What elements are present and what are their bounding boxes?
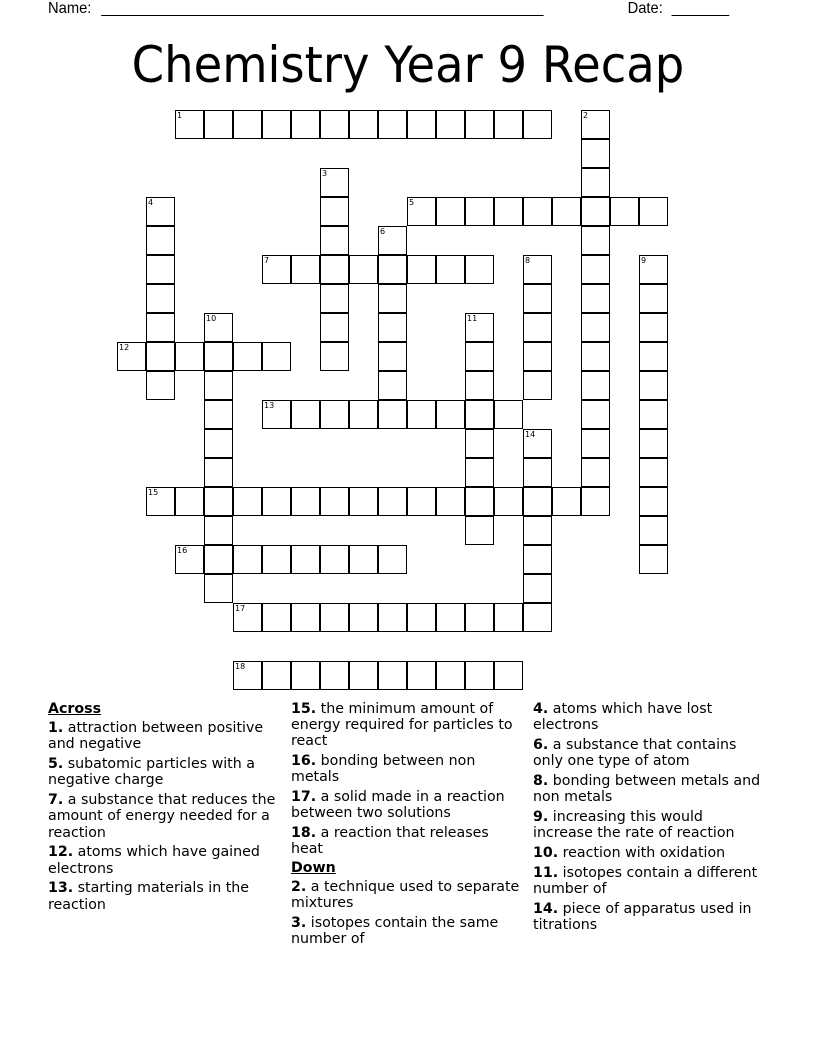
crossword-cell[interactable] [523,197,552,226]
crossword-cell[interactable] [639,545,668,574]
crossword-cell[interactable] [204,371,233,400]
crossword-cell[interactable] [436,603,465,632]
clue-across-12 [48,844,280,876]
crossword-cell[interactable] [233,110,262,139]
across-heading: Across [48,701,102,717]
crossword-cell[interactable] [146,197,175,226]
crossword-cell[interactable] [204,110,233,139]
crossword-cell[interactable] [581,197,610,226]
clues-column-3 [533,701,765,937]
clue-number: 4. [533,701,549,717]
cell-number: 9 [641,256,647,265]
crossword-cell[interactable] [204,516,233,545]
crossword-cell[interactable] [204,574,233,603]
clue-down-2 [291,879,523,911]
crossword-cell[interactable] [639,255,668,284]
crossword-cell[interactable] [349,545,378,574]
clue-number: 9. [533,809,549,825]
crossword-cell[interactable] [146,342,175,371]
crossword-cell[interactable] [233,487,262,516]
clue-number: 3. [291,914,307,931]
clue-down-4 [533,701,765,733]
crossword-cell[interactable] [233,661,262,690]
crossword-cell[interactable] [146,487,175,516]
crossword-cell[interactable] [523,313,552,342]
clue-text: atoms which have lost electrons [533,701,713,734]
crossword-cell[interactable] [581,371,610,400]
crossword-cell[interactable] [465,487,494,516]
crossword-cell[interactable] [175,110,204,139]
date-field[interactable]: _______ [671,0,730,17]
cell-number: 4 [148,198,154,207]
crossword-cell[interactable] [262,545,291,574]
clue-text: piece of apparatus used in titrations [533,900,752,933]
cell-number: 17 [235,604,246,613]
crossword-cell[interactable] [378,313,407,342]
clue-number: 13. [48,880,74,897]
clue-down-14 [533,901,765,933]
crossword-cell[interactable] [262,342,291,371]
clue-number: 17. [291,789,317,806]
clue-number: 7. [48,792,64,809]
clue-text: increasing this would increase the rate of reaction [533,809,735,842]
cell-number: 1 [177,111,183,120]
cell-number: 15 [148,488,159,497]
crossword-cell[interactable] [581,400,610,429]
crossword-cell[interactable] [465,313,494,342]
clue-text: the minimum amount of energy required for particles to react [291,701,513,750]
cell-number: 14 [525,430,536,439]
crossword-cell[interactable] [146,284,175,313]
crossword-cell[interactable] [204,545,233,574]
crossword-cell[interactable] [639,487,668,516]
crossword-cell[interactable] [233,603,262,632]
crossword-cell[interactable] [320,110,349,139]
crossword-cell[interactable] [204,342,233,371]
clue-number: 11. [533,864,559,881]
clue-down-9 [533,809,765,841]
crossword-cell[interactable] [581,458,610,487]
crossword-cell[interactable] [320,197,349,226]
crossword-cell[interactable] [465,429,494,458]
crossword-cell[interactable] [552,197,581,226]
crossword-cell[interactable] [378,110,407,139]
crossword-cell[interactable] [465,255,494,284]
crossword-cell[interactable] [523,371,552,400]
crossword-cell[interactable] [523,458,552,487]
crossword-cell[interactable] [407,487,436,516]
crossword-cell[interactable] [581,429,610,458]
crossword-cell[interactable] [320,487,349,516]
crossword-cell[interactable] [291,255,320,284]
cell-number: 2 [583,111,589,120]
crossword-cell[interactable] [523,429,552,458]
crossword-cell[interactable] [320,545,349,574]
down-heading: Down [291,859,336,876]
crossword-cell[interactable] [378,284,407,313]
clue-text: bonding between non metals [291,753,476,786]
crossword-cell[interactable] [494,603,523,632]
clue-number: 18. [291,825,317,842]
crossword-cell[interactable] [320,255,349,284]
clue-text: reaction with oxidation [562,845,726,861]
clue-down-3 [291,915,523,947]
cell-number: 18 [235,662,246,671]
crossword-cell[interactable] [581,284,610,313]
name-field[interactable]: ______________________________________________________ [101,0,544,17]
page-title: Chemistry Year 9 Recap [131,36,685,94]
crossword-cell[interactable] [465,458,494,487]
crossword-cell[interactable] [378,255,407,284]
clue-number: 8. [533,773,549,789]
clue-text: isotopes contain a different number of [533,864,758,897]
crossword-cell[interactable] [639,516,668,545]
crossword-cell[interactable] [175,545,204,574]
crossword-cell[interactable] [262,487,291,516]
crossword-cell[interactable] [639,371,668,400]
cell-number: 3 [322,169,328,178]
crossword-cell[interactable] [262,603,291,632]
crossword-cell[interactable] [610,197,639,226]
crossword-cell[interactable] [465,603,494,632]
cell-number: 5 [409,198,415,207]
clue-number: 15. [291,701,317,717]
cell-number: 12 [119,343,130,352]
clue-across-5 [48,756,280,788]
crossword-cell[interactable] [204,429,233,458]
cell-number: 11 [467,314,478,323]
crossword-cell[interactable] [581,313,610,342]
crossword-cell[interactable] [262,400,291,429]
crossword-cell[interactable] [378,487,407,516]
crossword-cell[interactable] [465,516,494,545]
crossword-cell[interactable] [320,226,349,255]
crossword-cell[interactable] [639,342,668,371]
crossword-cell[interactable] [523,516,552,545]
crossword-cell[interactable] [175,342,204,371]
crossword-cell[interactable] [639,458,668,487]
clue-across-18 [291,825,523,857]
crossword-cell[interactable] [291,487,320,516]
crossword-cell[interactable] [552,487,581,516]
crossword-cell[interactable] [639,313,668,342]
crossword-cell[interactable] [494,661,523,690]
crossword-cell[interactable] [494,197,523,226]
crossword-cell[interactable] [639,197,668,226]
crossword-cell[interactable] [581,255,610,284]
crossword-cell[interactable] [523,342,552,371]
crossword-cell[interactable] [146,371,175,400]
clue-text: starting materials in the reaction [48,880,249,913]
clue-down-6 [533,737,765,769]
crossword-cell[interactable] [581,168,610,197]
clue-down-10 [533,845,765,861]
crossword-cell[interactable] [639,400,668,429]
crossword-cell[interactable] [175,487,204,516]
crossword-cell[interactable] [523,110,552,139]
crossword-cell[interactable] [494,400,523,429]
crossword-cell[interactable] [581,110,610,139]
crossword-cell[interactable] [407,400,436,429]
crossword-cell[interactable] [494,110,523,139]
crossword-cell[interactable] [378,545,407,574]
crossword-cell[interactable] [291,603,320,632]
clue-text: a solid made in a reaction between two solutions [291,789,505,822]
crossword-cell[interactable] [581,226,610,255]
crossword-cell[interactable] [523,284,552,313]
crossword-cell[interactable] [407,661,436,690]
crossword-cell[interactable] [407,197,436,226]
crossword-cell[interactable] [320,342,349,371]
crossword-cell[interactable] [436,661,465,690]
crossword-cell[interactable] [291,400,320,429]
crossword-cell[interactable] [407,255,436,284]
crossword-cell[interactable] [639,284,668,313]
clue-across-17 [291,789,523,821]
crossword-cell[interactable] [233,545,262,574]
crossword-cell[interactable] [523,603,552,632]
clue-down-11 [533,865,765,897]
crossword-cell[interactable] [349,400,378,429]
crossword-cell[interactable] [378,226,407,255]
crossword-cell[interactable] [349,603,378,632]
crossword-cell[interactable] [320,168,349,197]
crossword-cell[interactable] [436,400,465,429]
crossword-cell[interactable] [320,661,349,690]
clue-across-7 [48,792,280,841]
clue-across-1 [48,720,280,752]
crossword-cell[interactable] [378,661,407,690]
crossword-cell[interactable] [523,487,552,516]
clue-text: isotopes contain the same number of [291,914,499,948]
clue-number: 6. [533,737,549,753]
clue-text: bonding between metals and non metals [533,773,761,806]
crossword-cell[interactable] [320,603,349,632]
name-label: Name: [48,0,92,17]
crossword-cell[interactable] [378,371,407,400]
clue-text: a substance that reduces the amount of energy needed for a reaction [48,792,276,841]
clue-number: 1. [48,720,64,737]
cell-number: 13 [264,401,275,410]
crossword-cell[interactable] [465,400,494,429]
crossword-cell[interactable] [349,661,378,690]
crossword-cell[interactable] [581,487,610,516]
crossword-cell[interactable] [465,661,494,690]
crossword-cell[interactable] [523,255,552,284]
crossword-cell[interactable] [349,487,378,516]
crossword-cell[interactable] [233,342,262,371]
clue-number: 16. [291,753,317,770]
crossword-cell[interactable] [146,255,175,284]
crossword-cell[interactable] [436,487,465,516]
crossword-cell[interactable] [378,342,407,371]
crossword-cell[interactable] [146,226,175,255]
crossword-cell[interactable] [262,110,291,139]
crossword-cell[interactable] [407,110,436,139]
clue-across-13 [48,880,280,912]
clue-text: subatomic particles with a negative charge [48,756,255,789]
crossword-cell[interactable] [436,110,465,139]
crossword-cell[interactable] [204,400,233,429]
crossword-cell[interactable] [204,313,233,342]
crossword-cell[interactable] [581,139,610,168]
clues-column-1 [48,701,280,916]
crossword-cell[interactable] [436,255,465,284]
crossword-cell[interactable] [523,545,552,574]
crossword-cell[interactable] [262,661,291,690]
crossword-cell[interactable] [639,429,668,458]
clue-down-8 [533,773,765,805]
cell-number: 7 [264,256,270,265]
crossword-cell[interactable] [204,487,233,516]
clue-number: 2. [291,878,307,895]
crossword-cell[interactable] [117,342,146,371]
crossword-cell[interactable] [320,313,349,342]
clue-text: a substance that contains only one type of atom [533,737,737,770]
crossword-cell[interactable] [349,255,378,284]
crossword-cell[interactable] [465,110,494,139]
crossword-cell[interactable] [320,400,349,429]
cell-number: 8 [525,256,531,265]
clue-across-15 [291,701,523,750]
clue-number: 12. [48,844,74,861]
crossword-cell[interactable] [204,458,233,487]
crossword-cell[interactable] [291,110,320,139]
clue-number: 5. [48,756,64,773]
crossword-cell[interactable] [523,574,552,603]
crossword-cell[interactable] [494,487,523,516]
crossword-cell[interactable] [146,313,175,342]
crossword-cell[interactable] [465,371,494,400]
clue-text: attraction between positive and negative [48,720,264,753]
crossword-cell[interactable] [465,197,494,226]
crossword-cell[interactable] [407,603,436,632]
clue-across-16 [291,753,523,785]
clue-number: 14. [533,900,559,917]
clue-text: atoms which have gained electrons [48,844,260,877]
crossword-cell[interactable] [378,603,407,632]
clues-column-2 [291,701,523,951]
cell-number: 6 [380,227,386,236]
crossword-cell[interactable] [349,110,378,139]
cell-number: 10 [206,314,217,323]
clue-number: 10. [533,845,559,861]
clue-text: a reaction that releases heat [291,825,489,858]
crossword-cell[interactable] [378,400,407,429]
clue-text: a technique used to separate mixtures [291,878,520,912]
crossword-cell[interactable] [436,197,465,226]
crossword-cell[interactable] [465,342,494,371]
crossword-cell[interactable] [291,545,320,574]
crossword-cell[interactable] [581,342,610,371]
crossword-cell[interactable] [262,255,291,284]
date-label: Date: [627,0,663,17]
crossword-cell[interactable] [291,661,320,690]
crossword-cell[interactable] [320,284,349,313]
cell-number: 16 [177,546,188,555]
